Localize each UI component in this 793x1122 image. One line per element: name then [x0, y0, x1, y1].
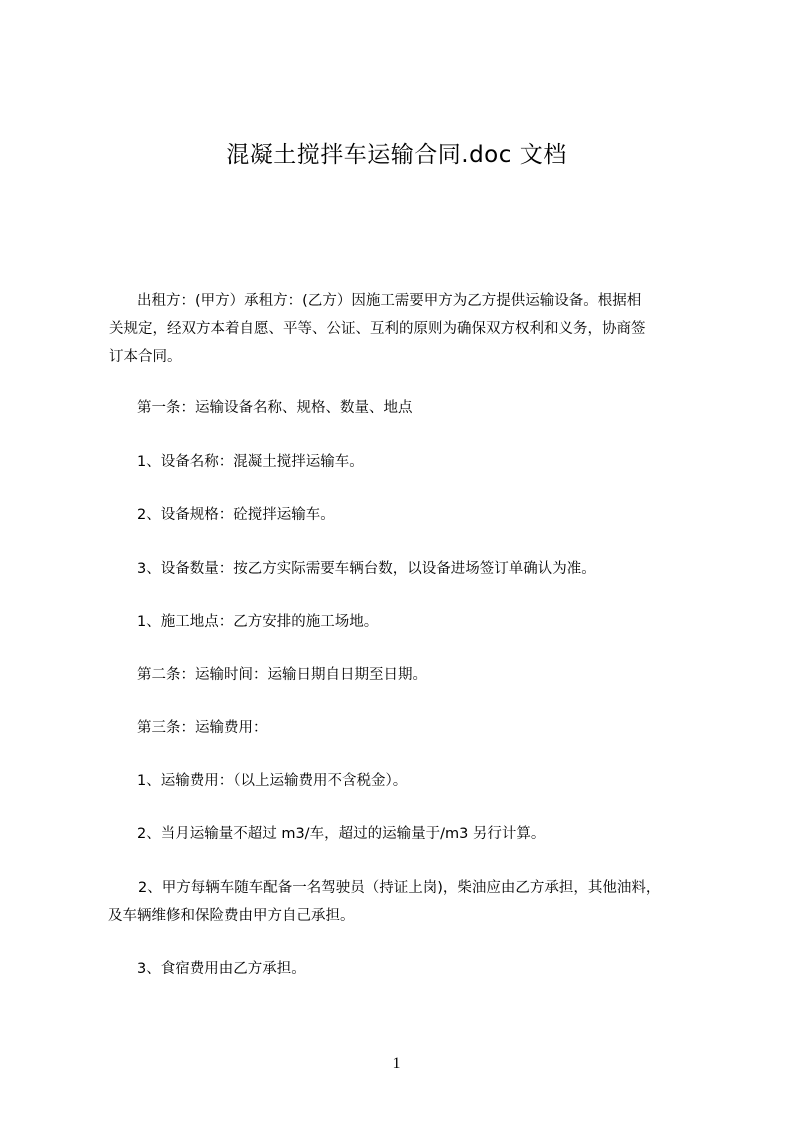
intro-line-1: 出租方：(甲方）承租方：(乙方）因施工需要甲方为乙方提供运输设备。根据相	[137, 293, 642, 309]
article-1-heading: 第一条：运输设备名称、规格、数量、地点	[137, 400, 413, 416]
intro-paragraph	[108, 287, 708, 371]
transport-fee-item: 1、运输费用：（以上运输费用不含税金）。	[137, 773, 408, 789]
monthly-volume-item: 2、当月运输量不超过 m3/车，超过的运输量于/m3 另行计算。	[137, 826, 546, 842]
intro-line-2: 关规定，经双方本着自愿、平等、公证、互利的原则为确保双方权利和义务，协商签	[109, 321, 646, 337]
equipment-name-item: 1、设备名称：混凝土搅拌运输车。	[137, 454, 364, 470]
driver-clause-paragraph	[108, 874, 660, 930]
article-3-heading: 第三条：运输费用：	[137, 720, 268, 736]
intro-line-3: 订本合同。	[109, 349, 182, 365]
driver-clause-line-2: 及车辆维修和保险费由甲方自己承担。	[108, 908, 355, 924]
site-location-item: 1、施工地点：乙方安排的施工场地。	[137, 614, 379, 630]
document-title: 混凝土搅拌车运输合同.doc 文档	[226, 142, 567, 168]
equipment-spec-item: 2、设备规格：砼搅拌运输车。	[137, 507, 335, 523]
driver-clause-line-1: 2、甲方每辆车随车配备一名驾驶员（持证上岗)，柴油应由乙方承担，其他油料，	[138, 880, 661, 896]
lodging-clause: 3、食宿费用由乙方承担。	[137, 961, 306, 977]
page-number: 1	[392, 1055, 401, 1072]
equipment-quantity-item: 3、设备数量：按乙方实际需要车辆台数，以设备进场签订单确认为准。	[137, 561, 596, 577]
article-2-heading: 第二条：运输时间：运输日期自日期至日期。	[137, 667, 427, 683]
